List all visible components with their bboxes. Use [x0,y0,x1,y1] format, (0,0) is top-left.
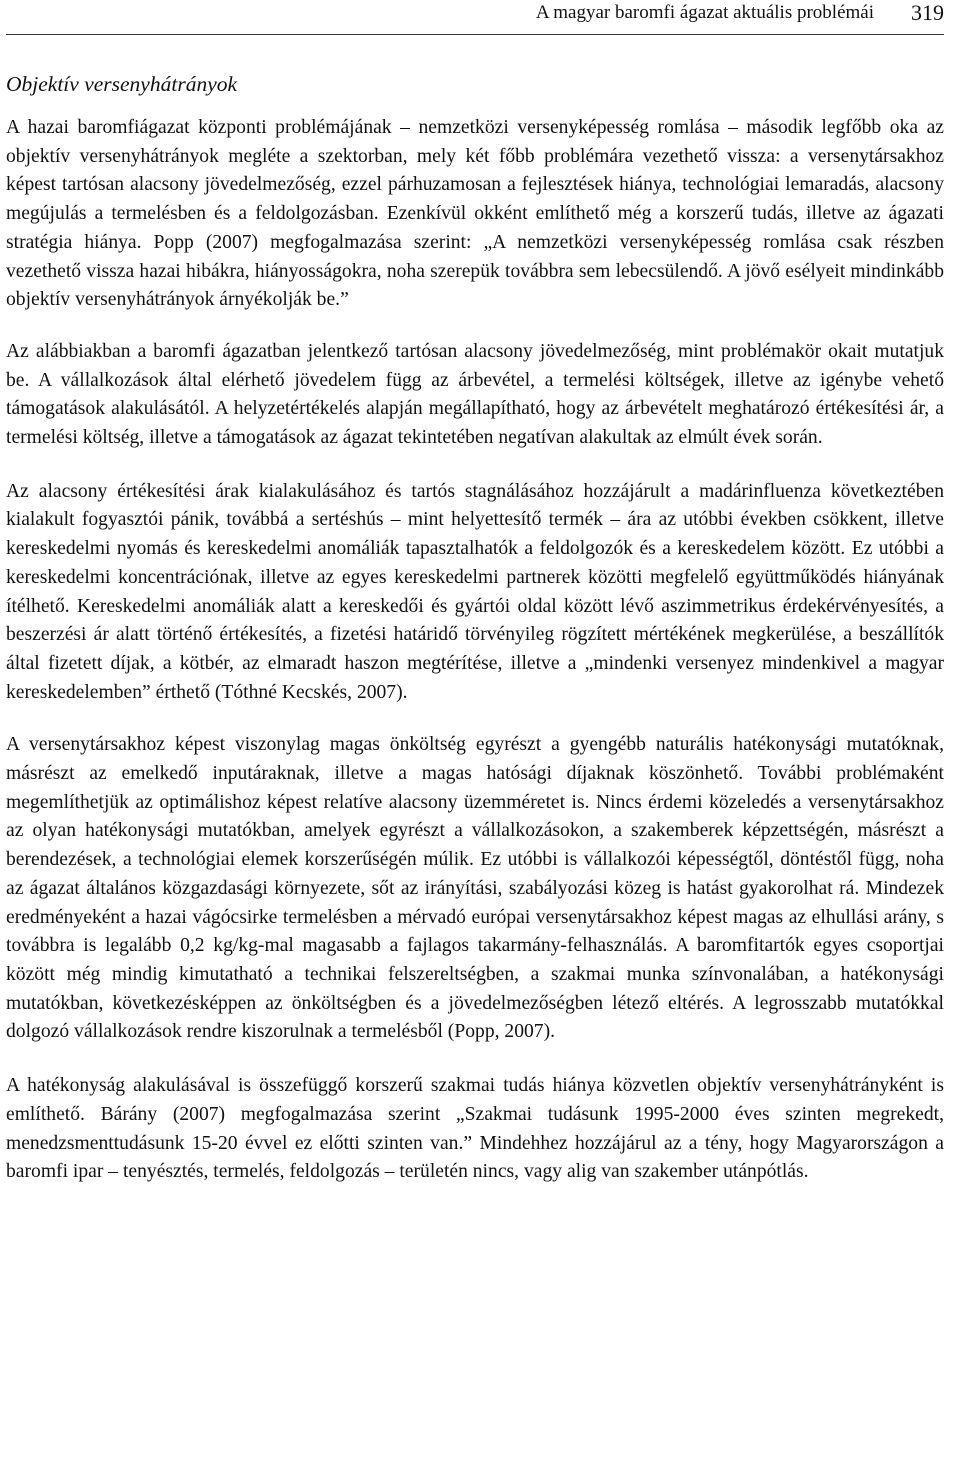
paragraph-3: Az alacsony értékesítési árak kialakulásához és tartós stagnálásához hozzájárult a madárinfluenza következtében kialakult fogyasztói pánik, továbbá a sertéshús – mint helyettesítő termék – ára az utóbbi években csökkent, illetve kereskedelmi nyomás és kereskedelmi anomáliák tapasztalhatók a feldolgozók és a kereskedelem között. Ez utóbbi a kereskedelmi koncentrációnak, illetve az egyes kereskedelmi partnerek közötti megfelelő együttműködés hiányának ítélhető. Kereskedelmi anomáliák alatt a kereskedői és gyártói oldal között lévő aszimmetrikus érdekérvényesítés, a beszerzési ár alatt történő értékesítés, a fizetési határidő törvényileg rögzített mértékének megkerülése, a beszállítók által fizetett díjak, a kötbér, az elmaradt haszon megtérítése, illetve a „mindenki versenyez mindenkivel a magyar kereskedelemben” érthető (Tóthné Kecskés, 2007). [6,480,944,703]
paragraph-1: A hazai baromfiágazat központi problémájának – nemzetközi versenyképesség romlása – második legfőbb oka az objektív versenyhátrányok megléte a szektorban, mely két főbb problémára vezethető vissza: a versenytársakhoz képest tartósan alacsony jövedelmezőség, ezzel párhuzamosan a fejlesztések hiánya, technológiai lemaradás, alacsony megújulás a termelésben és a feldolgozásban. Ezenkívül okként említhető még a korszerű tudás, illetve az ágazati stratégia hiánya. Popp (2007) megfogalmazása szerint: „A nemzetközi versenyképesség romlása csak részben vezethető vissza hazai hibákra, hiányosságokra, noha szerepük továbbra sem lebecsülendő. A jövő esélyeit mindinkább objektív versenyhátrányok árnyékolják be.” [6,117,944,311]
section-heading: Objektív versenyhátrányok [6,72,238,96]
running-header [6,0,944,35]
running-title: A magyar baromfi ágazat aktuális problémái [535,2,874,23]
paragraph-5: A hatékonyság alakulásával is összefüggő korszerű szakmai tudás hiánya közvetlen objektív versenyhátrányként is említhető. Bárány (2007) megfogalmazása szerint „Szakmai tudásunk 1995-2000 éves szinten megrekedt, menedzsmenttudásunk 15-20 évvel ez előtti szinten van.” Mindehhez hozzájárul az a tény, hogy Magyarországon a baromfi ipar – tenyésztés, termelés, feldolgozás – területén nincs, vagy alig van szakember utánpótlás. [6,1075,944,1183]
paragraph-4: A versenytársakhoz képest viszonylag magas önköltség egyrészt a gyengébb naturális hatékonysági mutatóknak, másrészt az emelkedő inputáraknak, illetve a magas hatósági díjaknak köszönhető. További problémaként megemlíthetjük az optimálishoz képest relatíve alacsony üzemméretet is. Nincs érdemi közeledés a versenytársakhoz az olyan hatékonysági mutatókban, amelyek egyrészt a vállalkozásokon, a szakemberek képzettségén, másrészt a berendezések, a technológiai elemek korszerűségén múlik. Ez utóbbi is vállalkozói képességtől, döntéstől függ, noha az ágazat általános közgazdasági környezete, sőt az irányítási, szabályozási közeg is hatást gyakorolhat rá. Mindezek eredményeként a hazai vágócsirke termelésben a mérvadó európai versenytársakhoz képest magas az elhullási arány, s továbbra is legalább 0,2 kg/kg-mal magasabb a fajlagos takarmány-felhasználás. A baromfitartók egyes csoportjai között még mindig kimutatható a technikai felszereltségben, a szakmai munka színvonalában, a hatékonysági mutatókban, következésképpen az önköltségben és a jövedelmezőségben létező eltérés. A legrosszabb mutatókkal dolgozó vállalkozások rendre kiszorulnak a termelésből (Popp, 2007). [6,734,944,1043]
paragraph-2: Az alábbiakban a baromfi ágazatban jelentkező tartósan alacsony jövedelmezőség, mint problémakör okait mutatjuk be. A vállalkozások által elérhető jövedelem függ az árbevétel, a termelési költségek, illetve az igénybe vehető támogatások alakulásától. A helyzetértékelés alapján megállapítható, hogy az árbevételt meghatározó értékesítési ár, a termelési költség, illetve a támogatások az ágazat tekintetében negatívan alakultak az elmúlt évek során. [6,340,944,449]
document-page [6,0,944,1470]
page-number: 319 [911,0,944,25]
